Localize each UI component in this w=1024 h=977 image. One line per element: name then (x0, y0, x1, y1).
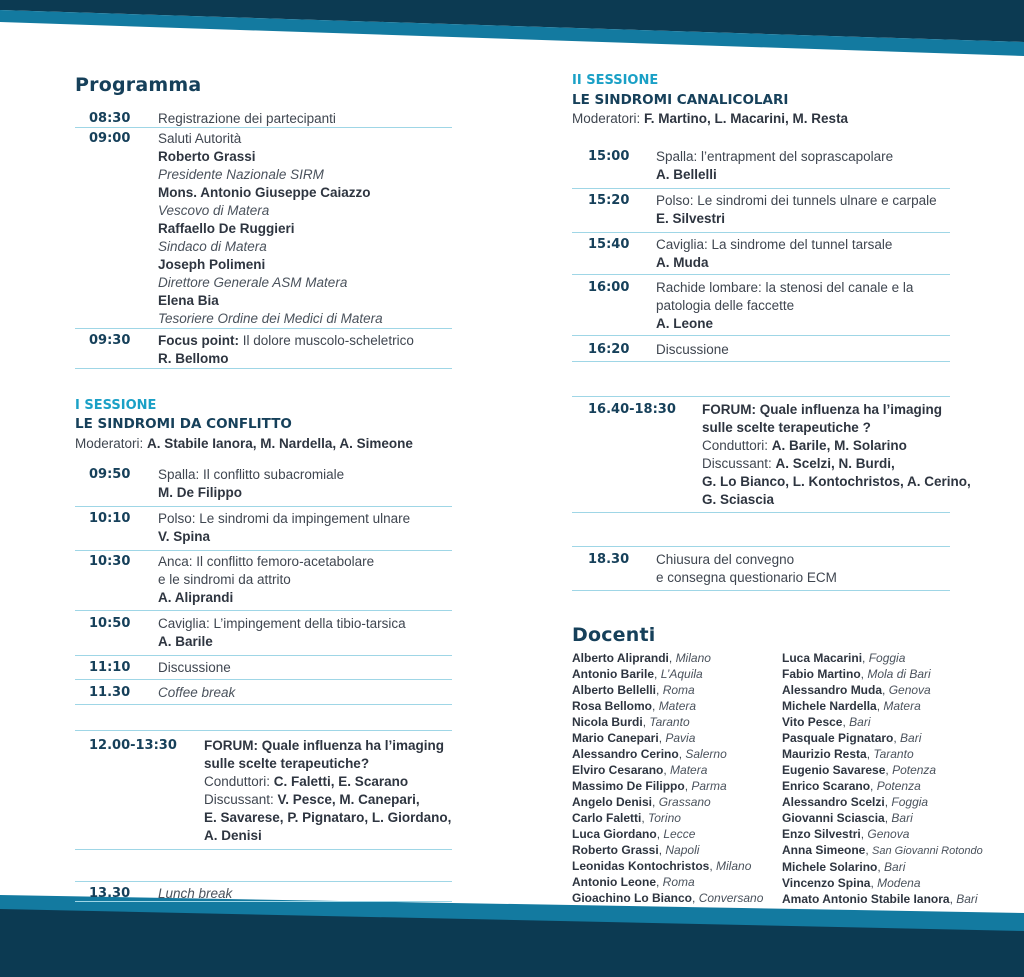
docente-name: Alessandro Muda (782, 683, 883, 697)
docente-item: Elviro Cesarano, Matera (572, 763, 708, 777)
docenti-list-2 (782, 650, 982, 907)
row-speaker: M. De Filippo (158, 485, 242, 500)
row-speaker: V. Spina (158, 529, 211, 544)
docente-name: Amato Antonio Stabile Ianora (782, 892, 950, 906)
docente-item: Mario Canepari, Pavia (572, 731, 696, 745)
row-text: Polso: Le sindromi dei tunnels ulnare e carpale (656, 193, 937, 208)
docente-item: Anna Simeone, San Giovanni Rotondo (782, 843, 983, 857)
docente-city: Foggia (891, 795, 929, 809)
row-text: Lunch break (158, 886, 233, 901)
session-moderators (75, 436, 413, 451)
conductors-names: A. Barile, M. Solarino (771, 438, 907, 453)
docente-city: L’Aquila (660, 667, 703, 681)
row-time: 16:00 (588, 280, 630, 295)
docente-item: Nicola Burdi, Taranto (572, 715, 690, 729)
discussants-label: Discussant: (204, 792, 278, 807)
row-time: 18.30 (588, 552, 630, 567)
row-text: Saluti Autorità (158, 131, 242, 146)
docente-city: Matera (670, 763, 708, 777)
row-time: 10:50 (89, 616, 131, 631)
docente-name: Elviro Cesarano (572, 763, 664, 777)
authority-name: Elena Bia (158, 293, 219, 308)
authority-role: Sindaco di Matera (158, 239, 267, 254)
docente-item: Antonio Leone, Roma (572, 875, 695, 889)
docente-city: Genova (888, 683, 931, 697)
row-time: 11.30 (89, 685, 131, 700)
row-text: Chiusura del convegno (656, 552, 795, 567)
docente-item: Luca Macarini, Foggia (782, 651, 906, 665)
row-speaker: R. Bellomo (158, 351, 229, 366)
session-row (572, 279, 950, 336)
docente-item: Michele Solarino, Bari (782, 860, 906, 874)
docente-name: Pasquale Pignataro (782, 731, 894, 745)
session-title: LE SINDROMI CANALICOLARI (572, 92, 789, 108)
docente-name: Vito Pesce (782, 715, 843, 729)
row-text: Discussione (158, 660, 231, 675)
docente-city: Torino (648, 811, 681, 825)
docente-name: Luca Giordano (572, 827, 657, 841)
docente-name: Eugenio Savarese (782, 763, 886, 777)
moderators-names: F. Martino, L. Macarini, M. Resta (644, 111, 849, 126)
docente-city: Parma (691, 779, 727, 793)
programma-title: Programma (75, 74, 202, 96)
docente-city: Potenza (892, 763, 937, 777)
session-row (75, 659, 452, 680)
docente-name: Mario Canepari (572, 731, 659, 745)
session-row (75, 466, 452, 507)
row-time: 16:20 (588, 342, 630, 357)
docente-city: San Giovanni Rotondo (872, 845, 983, 857)
row-text-continued: e consegna questionario ECM (656, 570, 837, 585)
session-number: II SESSIONE (572, 73, 659, 88)
docente-city: Pavia (665, 731, 696, 745)
docente-city: Bari (900, 731, 922, 745)
session-row (572, 148, 950, 189)
docente-item: Michele Nardella, Matera (782, 699, 921, 713)
row-text: Registrazione dei partecipanti (158, 111, 336, 126)
docente-name: Roberto Grassi (572, 843, 659, 857)
conductors-label: Conduttori: (702, 438, 772, 453)
docente-item: Pasquale Pignataro, Bari (782, 731, 922, 745)
docente-city: Napoli (665, 843, 700, 857)
docente-item: Angelo Denisi, Grassano (572, 795, 711, 809)
row-text-continued: patologia delle faccette (656, 298, 795, 313)
row-speaker: E. Silvestri (656, 211, 726, 226)
authority-role: Direttore Generale ASM Matera (158, 275, 348, 290)
forum-time: 12.00-13:30 (89, 738, 177, 753)
moderators-label: Moderatori: (75, 436, 148, 451)
docente-name: Leonidas Kontochristos (572, 859, 710, 873)
docente-city: Bari (884, 860, 906, 874)
session-row (75, 684, 452, 705)
separator (572, 366, 950, 397)
docente-item: Massimo De Filippo, Parma (572, 779, 727, 793)
focus-label: Focus point: (158, 333, 239, 348)
row-text: Spalla: Il conflitto subacromiale (158, 467, 345, 482)
closing-row (572, 551, 950, 591)
program-row (75, 332, 452, 369)
docente-item: Enzo Silvestri, Genova (782, 827, 910, 841)
docente-city: Potenza (876, 779, 921, 793)
docente-city: Genova (867, 827, 910, 841)
discussants-names: G. Lo Bianco, L. Kontochristos, A. Cerino, (702, 474, 971, 489)
docente-name: Giovanni Sciascia (782, 811, 885, 825)
docente-name: Luca Macarini (782, 651, 863, 665)
docente-name: Antonio Leone (572, 875, 656, 889)
row-text: Coffee break (158, 685, 236, 700)
authority-name: Mons. Antonio Giuseppe Caiazzo (158, 185, 371, 200)
docente-city: Bari (891, 811, 913, 825)
docente-city: Roma (662, 683, 695, 697)
docente-item: Vincenzo Spina, Modena (782, 876, 921, 890)
session-row (572, 192, 950, 233)
docente-item: Alessandro Muda, Genova (782, 683, 931, 697)
docente-name: Maurizio Resta (782, 747, 867, 761)
docente-item: Carlo Faletti, Torino (572, 811, 681, 825)
row-text: Discussione (656, 342, 729, 357)
row-speaker: A. Bellelli (656, 167, 717, 182)
session-title: LE SINDROMI DA CONFLITTO (75, 416, 292, 432)
docente-name: Gioachino Lo Bianco (572, 891, 693, 905)
program-row (75, 110, 452, 128)
docente-city: Bari (849, 715, 871, 729)
docente-name: Enzo Silvestri (782, 827, 861, 841)
authority-role: Vescovo di Matera (158, 203, 270, 218)
docente-name: Alberto Aliprandi (572, 651, 669, 665)
forum-title-continued: sulle scelte terapeutiche? (204, 756, 370, 771)
docente-name: Alberto Bellelli (572, 683, 657, 697)
docente-city: Taranto (873, 747, 914, 761)
docente-name: Anna Simeone (782, 843, 866, 857)
row-time: 09:30 (89, 333, 131, 348)
row-speaker: A. Muda (656, 255, 709, 270)
docente-city: Modena (877, 876, 921, 890)
docente-item: Giovanni Sciascia, Bari (782, 811, 913, 825)
docente-city: Matera (658, 699, 697, 713)
docente-item: Leonidas Kontochristos, Milano (572, 859, 752, 873)
row-text-continued: e le sindromi da attrito (158, 572, 291, 587)
docente-city: Conversano (698, 891, 764, 905)
forum-block (75, 737, 452, 850)
docente-city: Milano (675, 651, 711, 665)
docente-city: Milano (716, 859, 752, 873)
docente-city: Matera (883, 699, 921, 713)
row-time: 09:00 (89, 131, 131, 146)
moderators-label: Moderatori: (572, 111, 645, 126)
docente-name: Alessandro Cerino (572, 747, 679, 761)
docente-item: Alberto Bellelli, Roma (572, 683, 695, 697)
moderators-names: A. Stabile Ianora, M. Nardella, A. Simeone (147, 436, 413, 451)
forum-title: FORUM: Quale influenza ha l’imaging (204, 738, 445, 753)
docente-item: Alessandro Cerino, Salerno (572, 747, 727, 761)
docente-item: Roberto Grassi, Napoli (572, 843, 700, 857)
row-text: Polso: Le sindromi da impingement ulnare (158, 511, 411, 526)
docente-name: Michele Nardella (782, 699, 877, 713)
conductors-label: Conduttori: (204, 774, 274, 789)
row-time: 13.30 (89, 886, 131, 901)
docente-item: Maurizio Resta, Taranto (782, 747, 914, 761)
docente-item: Rosa Bellomo, Matera (572, 699, 697, 713)
docente-item: Alberto Aliprandi, Milano (572, 651, 711, 665)
row-time: 08:30 (89, 111, 131, 126)
session-row (75, 510, 452, 551)
lunch-row (75, 885, 452, 902)
row-time: 09:50 (89, 467, 131, 482)
program-row (75, 130, 452, 329)
authority-role: Presidente Nazionale SIRM (158, 167, 324, 182)
docente-name: Michele Solarino (782, 860, 878, 874)
row-text: Spalla: l’entrapment del soprascapolare (656, 149, 894, 164)
row-text: Anca: Il conflitto femoro-acetabolare (158, 554, 375, 569)
docente-name: Vincenzo Spina (782, 876, 871, 890)
row-text: Caviglia: L’impingement della tibio-tarsica (158, 616, 406, 631)
docente-item: Eugenio Savarese, Potenza (782, 763, 937, 777)
session-row (572, 236, 950, 275)
docente-item: Vito Pesce, Bari (782, 715, 871, 729)
authority-name: Joseph Polimeni (158, 257, 266, 272)
docente-city: Lecce (663, 827, 696, 841)
docente-item: Fabio Martino, Mola di Bari (782, 667, 931, 681)
discussants-label: Discussant: (702, 456, 776, 471)
top-decorative-band (0, 0, 1024, 70)
authority-name: Raffaello De Ruggieri (158, 221, 295, 236)
row-text: Il dolore muscolo-scheletrico (239, 333, 414, 348)
session-moderators (572, 111, 848, 126)
discussants-names: G. Sciascia (702, 492, 775, 507)
forum-block (572, 401, 971, 513)
docente-city: Roma (662, 875, 695, 889)
docente-city: Grassano (658, 795, 711, 809)
row-time: 15:20 (588, 193, 630, 208)
authority-name: Roberto Grassi (158, 149, 256, 164)
docenti-list-1 (572, 650, 782, 906)
row-text: Caviglia: La sindrome del tunnel tarsale (656, 237, 893, 252)
row-time: 10:10 (89, 511, 131, 526)
discussants-names: A. Denisi (204, 828, 262, 843)
docente-item: Luca Giordano, Lecce (572, 827, 696, 841)
row-speaker: A. Aliprandi (158, 590, 234, 605)
docente-name: Carlo Faletti (572, 811, 642, 825)
row-time: 15:00 (588, 149, 630, 164)
docente-item: Alessandro Scelzi, Foggia (782, 795, 929, 809)
forum-title-continued: sulle scelte terapeutiche ? (702, 420, 871, 435)
docente-name: Angelo Denisi (572, 795, 653, 809)
docente-city: Salerno (685, 747, 727, 761)
docente-item: Gioachino Lo Bianco, Conversano (572, 891, 764, 905)
discussants-names: V. Pesce, M. Canepari, (277, 792, 420, 807)
conductors-names: C. Faletti, E. Scarano (273, 774, 409, 789)
discussants-names: A. Scelzi, N. Burdi, (775, 456, 895, 471)
docente-name: Rosa Bellomo (572, 699, 653, 713)
row-speaker: A. Barile (158, 634, 213, 649)
row-time: 10:30 (89, 554, 131, 569)
authority-role: Tesoriere Ordine dei Medici di Matera (158, 311, 383, 326)
docente-item: Enrico Scarano, Potenza (782, 779, 921, 793)
forum-time: 16.40-18:30 (588, 402, 676, 417)
docente-item: Amato Antonio Stabile Ianora, Bari (782, 892, 978, 906)
docente-city: Taranto (649, 715, 690, 729)
session-row (75, 615, 452, 656)
docente-city: Bari (956, 892, 978, 906)
session-row (75, 553, 452, 611)
separator (572, 516, 950, 547)
docente-item: Antonio Barile, L’Aquila (572, 667, 703, 681)
session-row (572, 341, 950, 362)
row-text: Rachide lombare: la stenosi del canale e la (656, 280, 914, 295)
discussants-names: E. Savarese, P. Pignataro, L. Giordano, (204, 810, 452, 825)
docenti-title: Docenti (572, 624, 656, 646)
docente-name: Massimo De Filippo (572, 779, 685, 793)
docente-name: Enrico Scarano (782, 779, 871, 793)
docente-city: Mola di Bari (867, 667, 931, 681)
session-number: I SESSIONE (75, 398, 157, 413)
docente-name: Fabio Martino (782, 667, 861, 681)
docente-name: Alessandro Scelzi (782, 795, 885, 809)
separator (75, 708, 452, 731)
separator (75, 853, 452, 882)
row-speaker: A. Leone (656, 316, 714, 331)
docente-city: Foggia (868, 651, 906, 665)
forum-title: FORUM: Quale influenza ha l’imaging (702, 402, 943, 417)
docente-name: Nicola Burdi (572, 715, 643, 729)
row-time: 11:10 (89, 660, 131, 675)
row-time: 15:40 (588, 237, 630, 252)
docente-name: Antonio Barile (572, 667, 655, 681)
